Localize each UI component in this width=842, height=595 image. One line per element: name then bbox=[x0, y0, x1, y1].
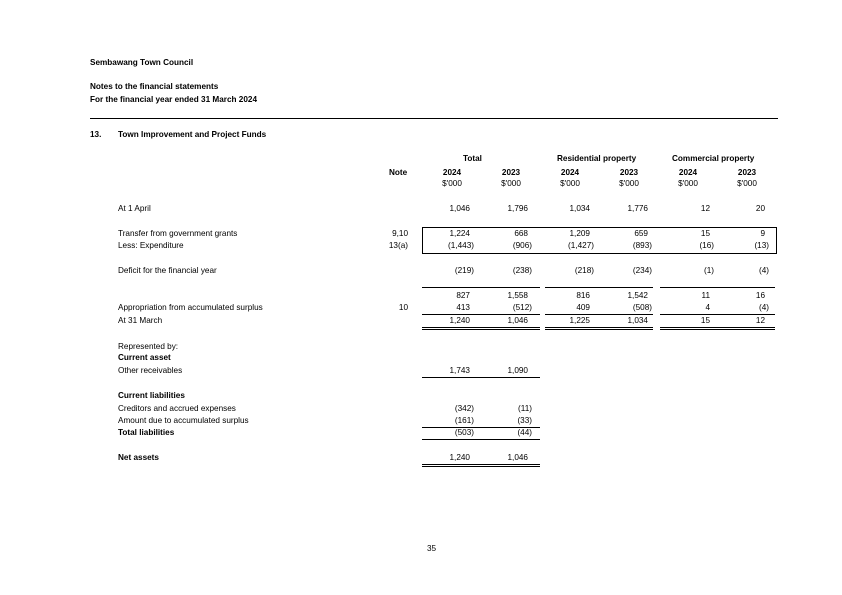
cell-total-2024: (219) bbox=[454, 266, 474, 275]
header-divider bbox=[90, 118, 778, 119]
cell-total-2024: 1,046 bbox=[449, 204, 470, 213]
cell-commercial-2023: 16 bbox=[755, 291, 765, 300]
cell-residential-2023: (893) bbox=[632, 241, 652, 250]
cell-commercial-2024: (1) bbox=[703, 266, 714, 275]
cell-total-2023: 1,090 bbox=[507, 366, 528, 375]
row-label-less-expenditure: Less: Expenditure bbox=[118, 241, 184, 250]
year-header: 2024 bbox=[560, 168, 580, 177]
unit-header: $'000 bbox=[442, 179, 462, 188]
year-header: 2024 bbox=[678, 168, 698, 177]
row-label-net-assets: Net assets bbox=[118, 453, 159, 462]
cell-commercial-2024: 12 bbox=[700, 204, 710, 213]
row-note: 13(a) bbox=[388, 241, 408, 250]
row-label-total-liabilities: Total liabilities bbox=[118, 428, 175, 437]
cell-commercial-2024: 15 bbox=[700, 316, 710, 325]
organization-name: Sembawang Town Council bbox=[90, 58, 194, 67]
rule-total bbox=[422, 377, 540, 378]
section-number: 13. bbox=[90, 130, 102, 139]
current-liabilities-heading: Current liabilities bbox=[118, 391, 185, 400]
rule-total bbox=[422, 314, 540, 315]
cell-total-2023: 1,046 bbox=[507, 316, 528, 325]
cell-total-2024: 413 bbox=[456, 303, 470, 312]
cell-total-2023: 1,046 bbox=[507, 453, 528, 462]
double-rule-total bbox=[422, 466, 540, 467]
cell-total-2024: 1,743 bbox=[449, 366, 470, 375]
rule-total bbox=[422, 287, 540, 288]
rule-commercial bbox=[660, 287, 775, 288]
year-header: 2023 bbox=[501, 168, 521, 177]
cell-total-2023: (238) bbox=[512, 266, 532, 275]
row-label-at-1-april: At 1 April bbox=[118, 204, 151, 213]
cell-total-2023: 668 bbox=[514, 229, 528, 238]
cell-total-2024: (1,443) bbox=[448, 241, 474, 250]
cell-commercial-2023: (4) bbox=[758, 266, 769, 275]
cell-commercial-2024: 11 bbox=[701, 291, 710, 300]
group-header-commercial: Commercial property bbox=[672, 154, 755, 163]
section-title: Town Improvement and Project Funds bbox=[118, 130, 267, 139]
cell-commercial-2023: (13) bbox=[754, 241, 769, 250]
unit-header: $'000 bbox=[678, 179, 698, 188]
row-label-deficit: Deficit for the financial year bbox=[118, 266, 217, 275]
cell-residential-2024: (1,427) bbox=[568, 241, 594, 250]
cell-residential-2024: 1,209 bbox=[569, 229, 590, 238]
row-label-other-receivables: Other receivables bbox=[118, 366, 183, 375]
note-header: Note bbox=[389, 168, 408, 177]
period-subtitle: For the financial year ended 31 March 2024 bbox=[90, 95, 258, 104]
rule-residential bbox=[545, 314, 653, 315]
cell-residential-2023: (508) bbox=[632, 303, 652, 312]
row-note: 10 bbox=[398, 303, 408, 312]
cell-total-2023: (44) bbox=[517, 428, 532, 437]
double-rule-residential bbox=[545, 329, 653, 330]
year-header: 2023 bbox=[619, 168, 639, 177]
double-rule-residential bbox=[545, 327, 653, 328]
cell-commercial-2024: 4 bbox=[705, 303, 710, 312]
rule-total bbox=[422, 439, 540, 440]
rule-residential bbox=[545, 287, 653, 288]
unit-header: $'000 bbox=[737, 179, 757, 188]
notes-title: Notes to the financial statements bbox=[90, 82, 219, 91]
double-rule-total bbox=[422, 464, 540, 465]
row-label-amount-due: Amount due to accumulated surplus bbox=[118, 416, 249, 425]
cell-residential-2024: 1,225 bbox=[569, 316, 590, 325]
cell-residential-2023: 1,542 bbox=[627, 291, 648, 300]
cell-total-2024: (503) bbox=[454, 428, 474, 437]
represented-by-heading: Represented by: bbox=[118, 342, 179, 351]
cell-total-2023: (11) bbox=[518, 404, 532, 413]
cell-total-2024: 1,240 bbox=[449, 316, 470, 325]
cell-residential-2024: (218) bbox=[574, 266, 594, 275]
cell-residential-2023: 1,776 bbox=[627, 204, 648, 213]
row-label-at-31-march: At 31 March bbox=[118, 316, 163, 325]
cell-commercial-2023: 9 bbox=[760, 229, 765, 238]
cell-total-2024: 1,240 bbox=[449, 453, 470, 462]
cell-total-2023: (33) bbox=[517, 416, 532, 425]
cell-residential-2024: 1,034 bbox=[569, 204, 590, 213]
cell-total-2023: 1,558 bbox=[507, 291, 528, 300]
cell-total-2023: (512) bbox=[512, 303, 532, 312]
group-header-residential: Residential property bbox=[557, 154, 637, 163]
unit-header: $'000 bbox=[501, 179, 521, 188]
cell-residential-2023: 659 bbox=[634, 229, 648, 238]
year-header: 2024 bbox=[442, 168, 462, 177]
year-header: 2023 bbox=[737, 168, 757, 177]
current-asset-heading: Current asset bbox=[118, 353, 171, 362]
row-label-appropriation: Appropriation from accumulated surplus bbox=[118, 303, 263, 312]
cell-commercial-2023: 20 bbox=[755, 204, 765, 213]
cell-total-2024: 827 bbox=[456, 291, 470, 300]
row-label-transfer-grants: Transfer from government grants bbox=[118, 229, 238, 238]
double-rule-commercial bbox=[660, 329, 775, 330]
cell-total-2023: 1,796 bbox=[507, 204, 528, 213]
cell-commercial-2023: 12 bbox=[755, 316, 765, 325]
cell-residential-2023: 1,034 bbox=[627, 316, 648, 325]
cell-commercial-2024: 15 bbox=[700, 229, 710, 238]
cell-residential-2024: 409 bbox=[576, 303, 590, 312]
unit-header: $'000 bbox=[560, 179, 580, 188]
double-rule-total bbox=[422, 327, 540, 328]
row-label-creditors: Creditors and accrued expenses bbox=[118, 404, 236, 413]
group-header-total: Total bbox=[463, 154, 482, 163]
page-number: 35 bbox=[427, 544, 437, 553]
row-note: 9,10 bbox=[392, 229, 408, 238]
cell-total-2024: (342) bbox=[454, 404, 474, 413]
cell-total-2024: (161) bbox=[454, 416, 474, 425]
rule-commercial bbox=[660, 314, 775, 315]
cell-residential-2023: (234) bbox=[632, 266, 652, 275]
double-rule-commercial bbox=[660, 327, 775, 328]
double-rule-total bbox=[422, 329, 540, 330]
cell-total-2023: (906) bbox=[512, 241, 532, 250]
cell-commercial-2024: (16) bbox=[699, 241, 714, 250]
cell-total-2024: 1,224 bbox=[449, 229, 470, 238]
cell-commercial-2023: (4) bbox=[758, 303, 769, 312]
cell-residential-2024: 816 bbox=[576, 291, 590, 300]
unit-header: $'000 bbox=[619, 179, 639, 188]
